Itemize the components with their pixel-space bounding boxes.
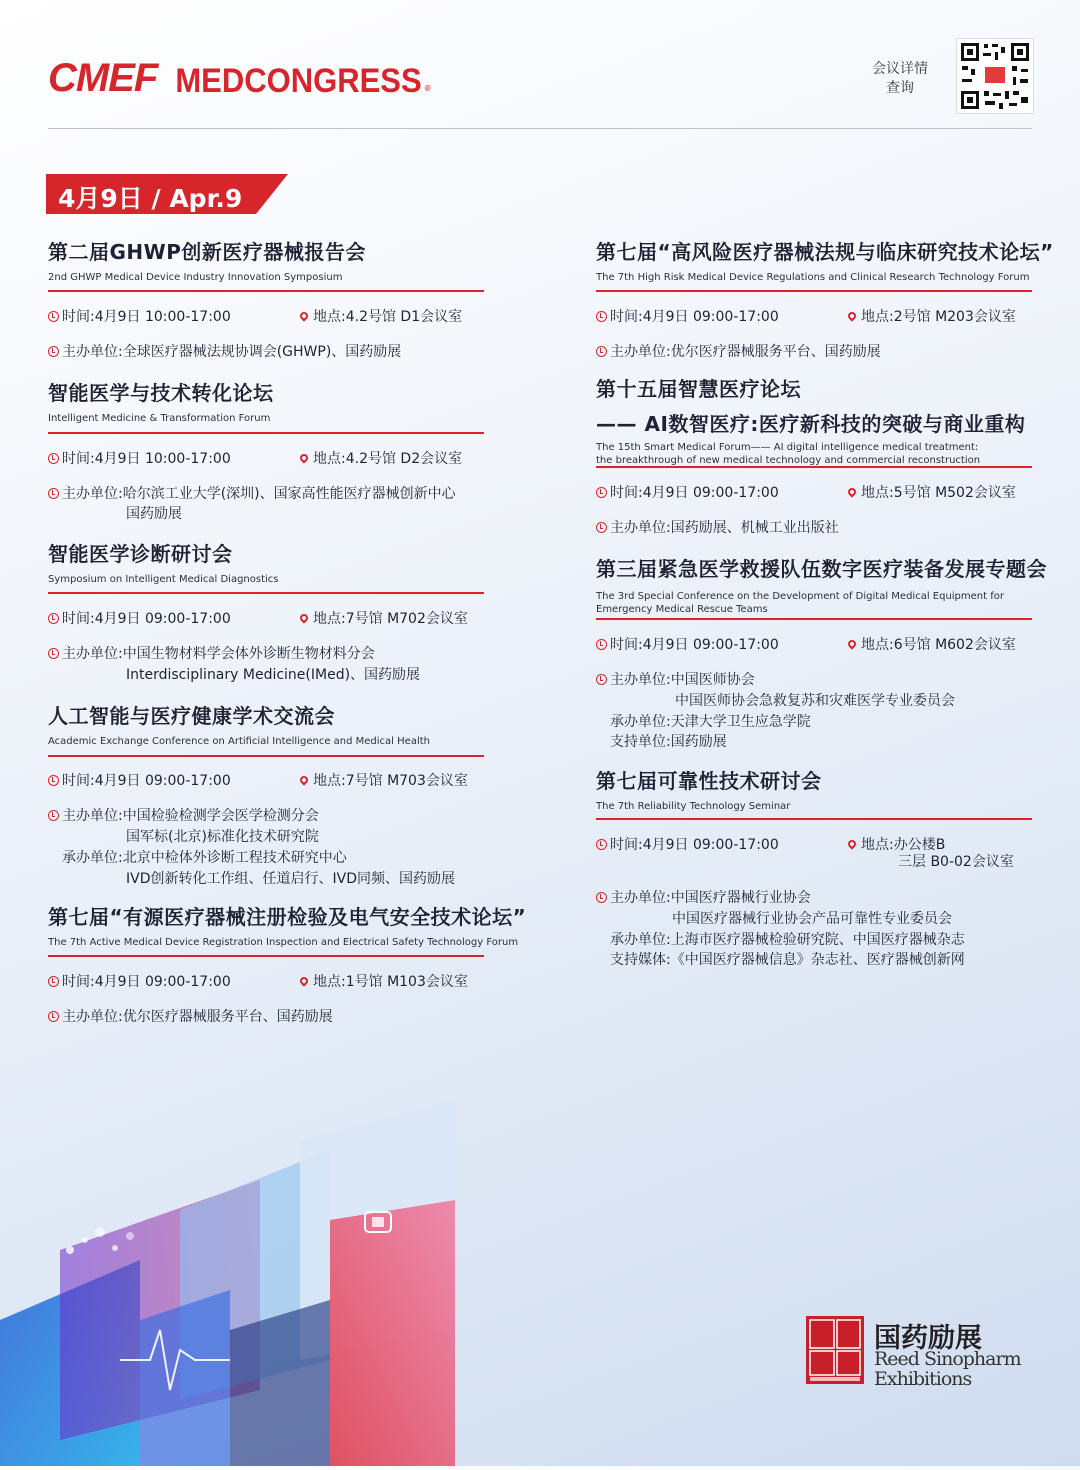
qr-code-icon[interactable] (956, 38, 1034, 114)
event-divider (48, 755, 484, 757)
event-subtitle: Symposium on Intelligent Medical Diagnostics (48, 574, 279, 585)
event-subtitle: The 3rd Special Conference on the Development of Digital Medical Equipment for (596, 591, 1004, 602)
header (0, 0, 1080, 130)
event-place: 地点:7号馆 M703会议室 (300, 770, 468, 790)
event-place: 地点:1号馆 M103会议室 (300, 971, 468, 991)
location-pin-icon (846, 486, 857, 497)
organizer-icon (48, 1011, 59, 1022)
event-organizer-line: 国药励展 (126, 506, 182, 522)
header-divider (48, 128, 1032, 129)
event-organizer-line: 国军标(北京)标准化技术研究院 (126, 829, 319, 845)
event-organizer: 主办单位:哈尔滨工业大学(深圳)、国家高性能医疗器械创新中心 (48, 483, 456, 503)
event-place-line2: 三层 B0-02会议室 (898, 854, 1014, 870)
event-divider (596, 466, 1032, 468)
event-divider (48, 955, 484, 957)
event-subtitle: The 7th Reliability Technology Seminar (596, 801, 791, 812)
logo-medcongress: MEDCONGRESS (175, 61, 422, 100)
event-place: 地点:4.2号馆 D1会议室 (300, 306, 462, 326)
decorative-tech-graphic (0, 1100, 560, 1466)
event-title: 第三届紧急医学救援队伍数字医疗装备发展专题会 (596, 557, 1047, 581)
location-pin-icon (298, 452, 309, 463)
event-divider (596, 818, 1032, 820)
location-pin-icon (298, 612, 309, 623)
event-divider (596, 618, 1032, 620)
clock-icon (596, 487, 607, 498)
event-organizer-line: Interdisciplinary Medicine(IMed)、国药励展 (126, 667, 421, 683)
event-place: 地点:6号馆 M602会议室 (848, 634, 1016, 654)
reed-sinopharm-brand (806, 1316, 1036, 1390)
organizer-icon (48, 488, 59, 499)
event-subtitle-line2: the breakthrough of new medical technology and commercial reconstruction (596, 455, 981, 466)
event-title: 人工智能与医疗健康学术交流会 (48, 704, 335, 728)
cmef-medcongress-logo (48, 56, 432, 100)
event-card-emergency (596, 553, 1047, 616)
location-pin-icon (298, 774, 309, 785)
event-card-active-device (48, 901, 526, 949)
event-place: 地点:办公楼B (848, 834, 945, 854)
location-pin-icon (298, 310, 309, 321)
event-card-smart-medical (596, 373, 1025, 467)
event-organizer-line: 中国医疗器械行业协会产品可靠性专业委员会 (672, 911, 952, 927)
event-card-reliability (596, 765, 822, 813)
event-organizer-line: 中国医师协会急救复苏和灾难医学专业委员会 (675, 693, 955, 709)
location-pin-icon (846, 310, 857, 321)
clock-icon (48, 613, 59, 624)
brand-name-en-line1: Reed Sinopharm (874, 1348, 1021, 1370)
location-pin-icon (846, 838, 857, 849)
clock-icon (596, 311, 607, 322)
brand-name-en-line2: Exhibitions (874, 1368, 972, 1390)
event-title: 第七届可靠性技术研讨会 (596, 769, 822, 793)
location-pin-icon (846, 638, 857, 649)
logo-cmef: CMEF (48, 56, 158, 100)
event-subtitle: Academic Exchange Conference on Artificial Intelligence and Medical Health (48, 736, 430, 747)
event-divider (48, 592, 484, 594)
organizer-icon (596, 346, 607, 357)
brand-seal-icon (806, 1316, 864, 1384)
organizer-icon (596, 522, 607, 533)
event-time: 时间:4月9日 10:00-17:00 (48, 448, 231, 468)
event-place: 地点:7号馆 M702会议室 (300, 608, 468, 628)
organizer-icon (48, 810, 59, 821)
event-title: 智能医学诊断研讨会 (48, 542, 233, 566)
event-organizer: 主办单位:中国生物材料学会体外诊断生物材料分会 (48, 643, 375, 663)
event-co-organizer: 承办单位:北京中检体外诊断工程技术研究中心 (62, 850, 347, 866)
clock-icon (48, 453, 59, 464)
event-subtitle: The 15th Smart Medical Forum—— AI digital intelligence medical treatment: (596, 442, 979, 453)
logo-trademark: ® (423, 84, 432, 93)
clock-icon (48, 775, 59, 786)
event-card-diagnostics (48, 538, 279, 586)
event-subtitle: Intelligent Medicine & Transformation Forum (48, 413, 271, 424)
organizer-icon (48, 648, 59, 659)
event-card-high-risk (596, 236, 1054, 284)
event-organizer: 主办单位:全球医疗器械法规协调会(GHWP)、国药励展 (48, 341, 401, 361)
event-supporter: 支持单位:国药励展 (610, 734, 727, 750)
organizer-icon (596, 674, 607, 685)
event-organizer: 主办单位:优尔医疗器械服务平台、国药励展 (48, 1006, 333, 1026)
event-organizer: 主办单位:中国医师协会 (596, 669, 755, 689)
event-title: 第七届“高风险医疗器械法规与临床研究技术论坛” (596, 240, 1054, 264)
event-co-organizer: 承办单位:天津大学卫生应急学院 (610, 714, 811, 730)
event-divider (48, 432, 484, 434)
event-time: 时间:4月9日 09:00-17:00 (596, 482, 779, 502)
event-subtitle: The 7th Active Medical Device Registration Inspection and Electrical Safety Technology Forum (48, 937, 519, 948)
event-divider (596, 290, 1032, 292)
clock-icon (48, 311, 59, 322)
event-organizer: 主办单位:国药励展、机械工业出版社 (596, 517, 839, 537)
event-place: 地点:5号馆 M502会议室 (848, 482, 1016, 502)
event-organizer: 主办单位:优尔医疗器械服务平台、国药励展 (596, 341, 881, 361)
event-media-supporter: 支持媒体:《中国医疗器械信息》杂志社、医疗器械创新网 (610, 952, 965, 968)
event-card-ghwp (48, 236, 366, 284)
clock-icon (596, 839, 607, 850)
organizer-icon (596, 892, 607, 903)
qr-label-line2: 查询 (886, 80, 914, 96)
qr-label-line1: 会议详情 (872, 61, 928, 77)
event-title: 智能医学与技术转化论坛 (48, 381, 274, 405)
date-banner (46, 174, 288, 214)
event-organizer: 主办单位:中国医疗器械行业协会 (596, 887, 811, 907)
event-divider (48, 290, 484, 292)
qr-label (860, 60, 940, 98)
event-place: 地点:4.2号馆 D2会议室 (300, 448, 462, 468)
event-time: 时间:4月9日 09:00-17:00 (596, 834, 779, 854)
brand-name-cn: 国药励展 (874, 1323, 982, 1354)
event-place: 地点:2号馆 M203会议室 (848, 306, 1016, 326)
event-time: 时间:4月9日 09:00-17:00 (596, 306, 779, 326)
event-subtitle: The 7th High Risk Medical Device Regulations and Clinical Research Technology Forum (596, 272, 1030, 283)
event-organizer: 主办单位:中国检验检测学会医学检测分会 (48, 805, 319, 825)
date-banner-text: 4月9日 / Apr.9 (58, 184, 243, 213)
event-organizer-line: IVD创新转化工作组、任道启行、IVD同频、国药励展 (126, 871, 455, 887)
clock-icon (48, 976, 59, 987)
event-card-ai-health (48, 700, 430, 748)
event-time: 时间:4月9日 09:00-17:00 (48, 608, 231, 628)
event-time: 时间:4月9日 10:00-17:00 (48, 306, 231, 326)
event-title-line2: —— AI数智医疗:医疗新科技的突破与商业重构 (596, 412, 1026, 436)
event-co-organizer: 承办单位:上海市医疗器械检验研究院、中国医疗器械杂志 (610, 932, 965, 948)
event-card-intelligent-medicine (48, 377, 274, 425)
event-subtitle: 2nd GHWP Medical Device Industry Innovation Symposium (48, 272, 343, 283)
event-time: 时间:4月9日 09:00-17:00 (596, 634, 779, 654)
event-time: 时间:4月9日 09:00-17:00 (48, 770, 231, 790)
event-title: 第十五届智慧医疗论坛 (596, 377, 801, 401)
organizer-icon (48, 346, 59, 357)
clock-icon (596, 639, 607, 650)
event-time: 时间:4月9日 09:00-17:00 (48, 971, 231, 991)
location-pin-icon (298, 975, 309, 986)
event-subtitle-line2: Emergency Medical Rescue Teams (596, 604, 768, 615)
event-title: 第二届GHWP创新医疗器械报告会 (48, 240, 366, 264)
event-title: 第七届“有源医疗器械注册检验及电气安全技术论坛” (48, 905, 527, 929)
